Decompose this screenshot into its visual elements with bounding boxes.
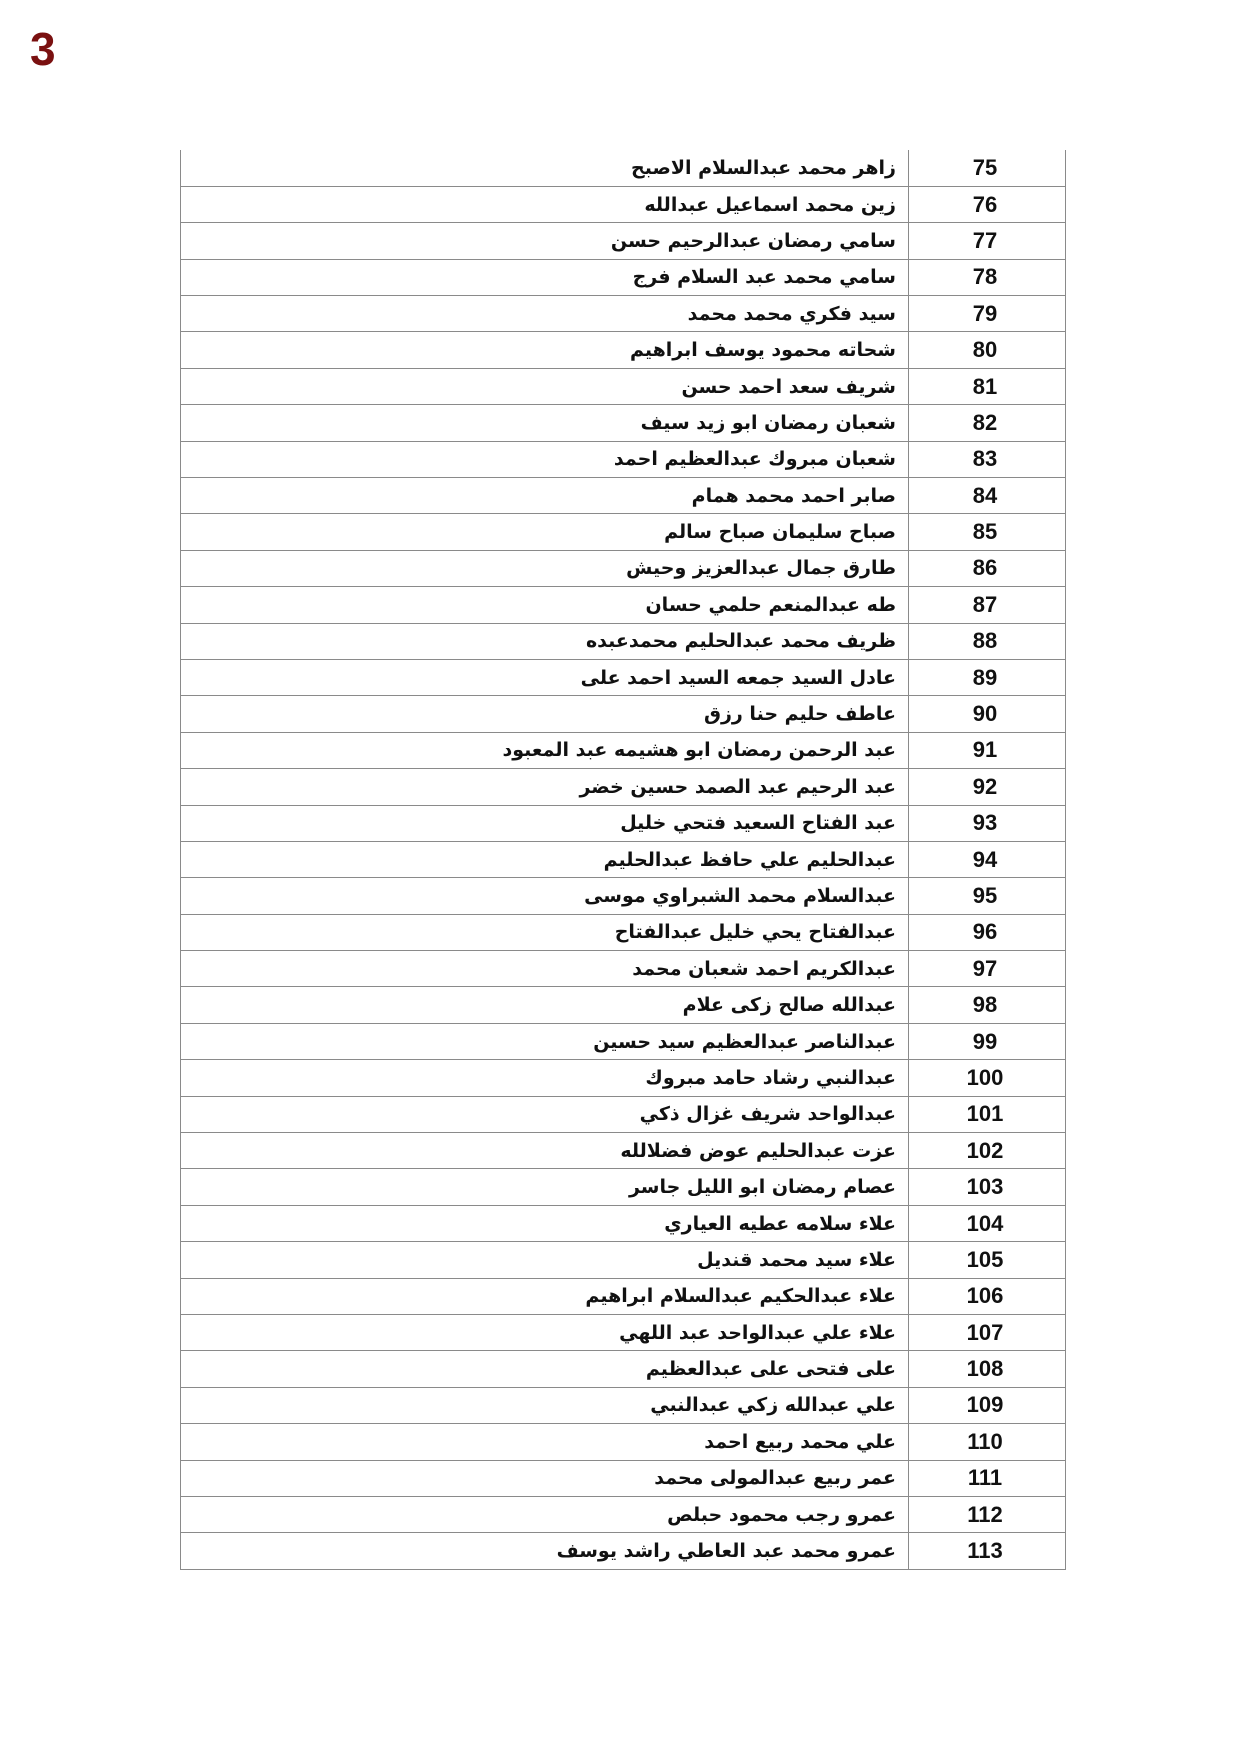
table-row bbox=[181, 332, 1066, 368]
names-table-body bbox=[181, 150, 1066, 1569]
name-cell: عمرو رجب محمود حبلص bbox=[181, 1496, 909, 1532]
serial-number-cell: 110 bbox=[909, 1424, 1066, 1460]
serial-number-cell: 82 bbox=[909, 405, 1066, 441]
serial-number-cell: 107 bbox=[909, 1315, 1066, 1351]
serial-number-cell: 79 bbox=[909, 296, 1066, 332]
serial-number-cell: 102 bbox=[909, 1133, 1066, 1169]
table-row bbox=[181, 732, 1066, 768]
name-cell: على فتحى على عبدالعظيم bbox=[181, 1351, 909, 1387]
name-cell: عبدالنبي رشاد حامد مبروك bbox=[181, 1060, 909, 1096]
name-cell: عبدالله صالح زكى علام bbox=[181, 987, 909, 1023]
serial-number-cell: 112 bbox=[909, 1496, 1066, 1532]
table-row bbox=[181, 878, 1066, 914]
name-cell: عصام رمضان ابو الليل جاسر bbox=[181, 1169, 909, 1205]
table-row bbox=[181, 659, 1066, 695]
table-row bbox=[181, 296, 1066, 332]
table-row bbox=[181, 696, 1066, 732]
table-row bbox=[181, 405, 1066, 441]
serial-number-cell: 90 bbox=[909, 696, 1066, 732]
serial-number-cell: 86 bbox=[909, 550, 1066, 586]
serial-number-cell: 81 bbox=[909, 368, 1066, 404]
serial-number-cell: 98 bbox=[909, 987, 1066, 1023]
table-row bbox=[181, 368, 1066, 404]
name-cell: عبد الرحيم عبد الصمد حسين خضر bbox=[181, 769, 909, 805]
name-cell: عبدالكريم احمد شعبان محمد bbox=[181, 951, 909, 987]
serial-number-cell: 111 bbox=[909, 1460, 1066, 1496]
table-row bbox=[181, 1278, 1066, 1314]
name-cell: سامي محمد عبد السلام فرج bbox=[181, 259, 909, 295]
name-cell: علي عبدالله زكي عبدالنبي bbox=[181, 1387, 909, 1423]
name-cell: عبدالواحد شريف غزال ذكي bbox=[181, 1096, 909, 1132]
table-row bbox=[181, 1169, 1066, 1205]
name-cell: شحاته محمود يوسف ابراهيم bbox=[181, 332, 909, 368]
table-row bbox=[181, 951, 1066, 987]
serial-number-cell: 101 bbox=[909, 1096, 1066, 1132]
serial-number-cell: 108 bbox=[909, 1351, 1066, 1387]
name-cell: علي محمد ربيع احمد bbox=[181, 1424, 909, 1460]
serial-number-cell: 105 bbox=[909, 1242, 1066, 1278]
serial-number-cell: 94 bbox=[909, 841, 1066, 877]
table-row bbox=[181, 1133, 1066, 1169]
serial-number-cell: 76 bbox=[909, 186, 1066, 222]
table-row bbox=[181, 1315, 1066, 1351]
name-cell: صابر احمد محمد همام bbox=[181, 478, 909, 514]
table-row bbox=[181, 1533, 1066, 1569]
serial-number-cell: 92 bbox=[909, 769, 1066, 805]
serial-number-cell: 87 bbox=[909, 587, 1066, 623]
table-row bbox=[181, 1242, 1066, 1278]
name-cell: عبدالفتاح يحي خليل عبدالفتاح bbox=[181, 914, 909, 950]
table-row bbox=[181, 259, 1066, 295]
name-cell: علاء سلامه عطيه العياري bbox=[181, 1205, 909, 1241]
name-cell: عادل السيد جمعه السيد احمد على bbox=[181, 659, 909, 695]
table-row bbox=[181, 769, 1066, 805]
serial-number-cell: 109 bbox=[909, 1387, 1066, 1423]
name-cell: عزت عبدالحليم عوض فضلالله bbox=[181, 1133, 909, 1169]
name-cell: سامي رمضان عبدالرحيم حسن bbox=[181, 223, 909, 259]
name-cell: عمرو محمد عبد العاطي راشد يوسف bbox=[181, 1533, 909, 1569]
serial-number-cell: 78 bbox=[909, 259, 1066, 295]
table-row bbox=[181, 805, 1066, 841]
name-cell: سيد فكري محمد محمد bbox=[181, 296, 909, 332]
table-row bbox=[181, 1496, 1066, 1532]
name-cell: طه عبدالمنعم حلمي حسان bbox=[181, 587, 909, 623]
name-cell: علاء سيد محمد قنديل bbox=[181, 1242, 909, 1278]
serial-number-cell: 77 bbox=[909, 223, 1066, 259]
table-row bbox=[181, 1460, 1066, 1496]
table-row bbox=[181, 1387, 1066, 1423]
serial-number-cell: 83 bbox=[909, 441, 1066, 477]
name-cell: علاء علي عبدالواحد عبد اللهي bbox=[181, 1315, 909, 1351]
table-row bbox=[181, 623, 1066, 659]
table-row bbox=[181, 1060, 1066, 1096]
table-row bbox=[181, 514, 1066, 550]
serial-number-cell: 95 bbox=[909, 878, 1066, 914]
serial-number-cell: 104 bbox=[909, 1205, 1066, 1241]
page-number: 3 bbox=[30, 23, 56, 75]
serial-number-cell: 88 bbox=[909, 623, 1066, 659]
name-cell: عبدالناصر عبدالعظيم سيد حسين bbox=[181, 1023, 909, 1059]
name-cell: زاهر محمد عبدالسلام الاصبح bbox=[181, 150, 909, 186]
table-row bbox=[181, 1205, 1066, 1241]
name-cell: زين محمد اسماعيل عبدالله bbox=[181, 186, 909, 222]
name-cell: ظريف محمد عبدالحليم محمدعبده bbox=[181, 623, 909, 659]
table-row bbox=[181, 1351, 1066, 1387]
table-row bbox=[181, 478, 1066, 514]
serial-number-cell: 106 bbox=[909, 1278, 1066, 1314]
table-row bbox=[181, 223, 1066, 259]
table-row bbox=[181, 186, 1066, 222]
serial-number-cell: 99 bbox=[909, 1023, 1066, 1059]
name-cell: طارق جمال عبدالعزيز وحيش bbox=[181, 550, 909, 586]
name-cell: شعبان رمضان ابو زيد سيف bbox=[181, 405, 909, 441]
name-cell: شريف سعد احمد حسن bbox=[181, 368, 909, 404]
serial-number-cell: 100 bbox=[909, 1060, 1066, 1096]
name-cell: عمر ربيع عبدالمولى محمد bbox=[181, 1460, 909, 1496]
name-cell: عبد الفتاح السعيد فتحي خليل bbox=[181, 805, 909, 841]
name-cell: علاء عبدالحكيم عبدالسلام ابراهيم bbox=[181, 1278, 909, 1314]
table-row bbox=[181, 914, 1066, 950]
serial-number-cell: 84 bbox=[909, 478, 1066, 514]
table-row bbox=[181, 441, 1066, 477]
table-row bbox=[181, 1424, 1066, 1460]
serial-number-cell: 75 bbox=[909, 150, 1066, 186]
serial-number-cell: 85 bbox=[909, 514, 1066, 550]
table-row bbox=[181, 987, 1066, 1023]
name-cell: عبد الرحمن رمضان ابو هشيمه عبد المعبود bbox=[181, 732, 909, 768]
serial-number-cell: 80 bbox=[909, 332, 1066, 368]
table-row bbox=[181, 1023, 1066, 1059]
name-cell: صباح سليمان صباح سالم bbox=[181, 514, 909, 550]
table-row bbox=[181, 1096, 1066, 1132]
name-cell: عبدالحليم علي حافظ عبدالحليم bbox=[181, 841, 909, 877]
serial-number-cell: 91 bbox=[909, 732, 1066, 768]
name-cell: عاطف حليم حنا رزق bbox=[181, 696, 909, 732]
table-row bbox=[181, 841, 1066, 877]
table-row bbox=[181, 150, 1066, 186]
names-table bbox=[180, 150, 1066, 1570]
serial-number-cell: 103 bbox=[909, 1169, 1066, 1205]
serial-number-cell: 113 bbox=[909, 1533, 1066, 1569]
table-row bbox=[181, 587, 1066, 623]
table-row bbox=[181, 550, 1066, 586]
serial-number-cell: 97 bbox=[909, 951, 1066, 987]
serial-number-cell: 93 bbox=[909, 805, 1066, 841]
name-cell: شعبان مبروك عبدالعظيم احمد bbox=[181, 441, 909, 477]
serial-number-cell: 89 bbox=[909, 659, 1066, 695]
name-cell: عبدالسلام محمد الشبراوي موسى bbox=[181, 878, 909, 914]
serial-number-cell: 96 bbox=[909, 914, 1066, 950]
